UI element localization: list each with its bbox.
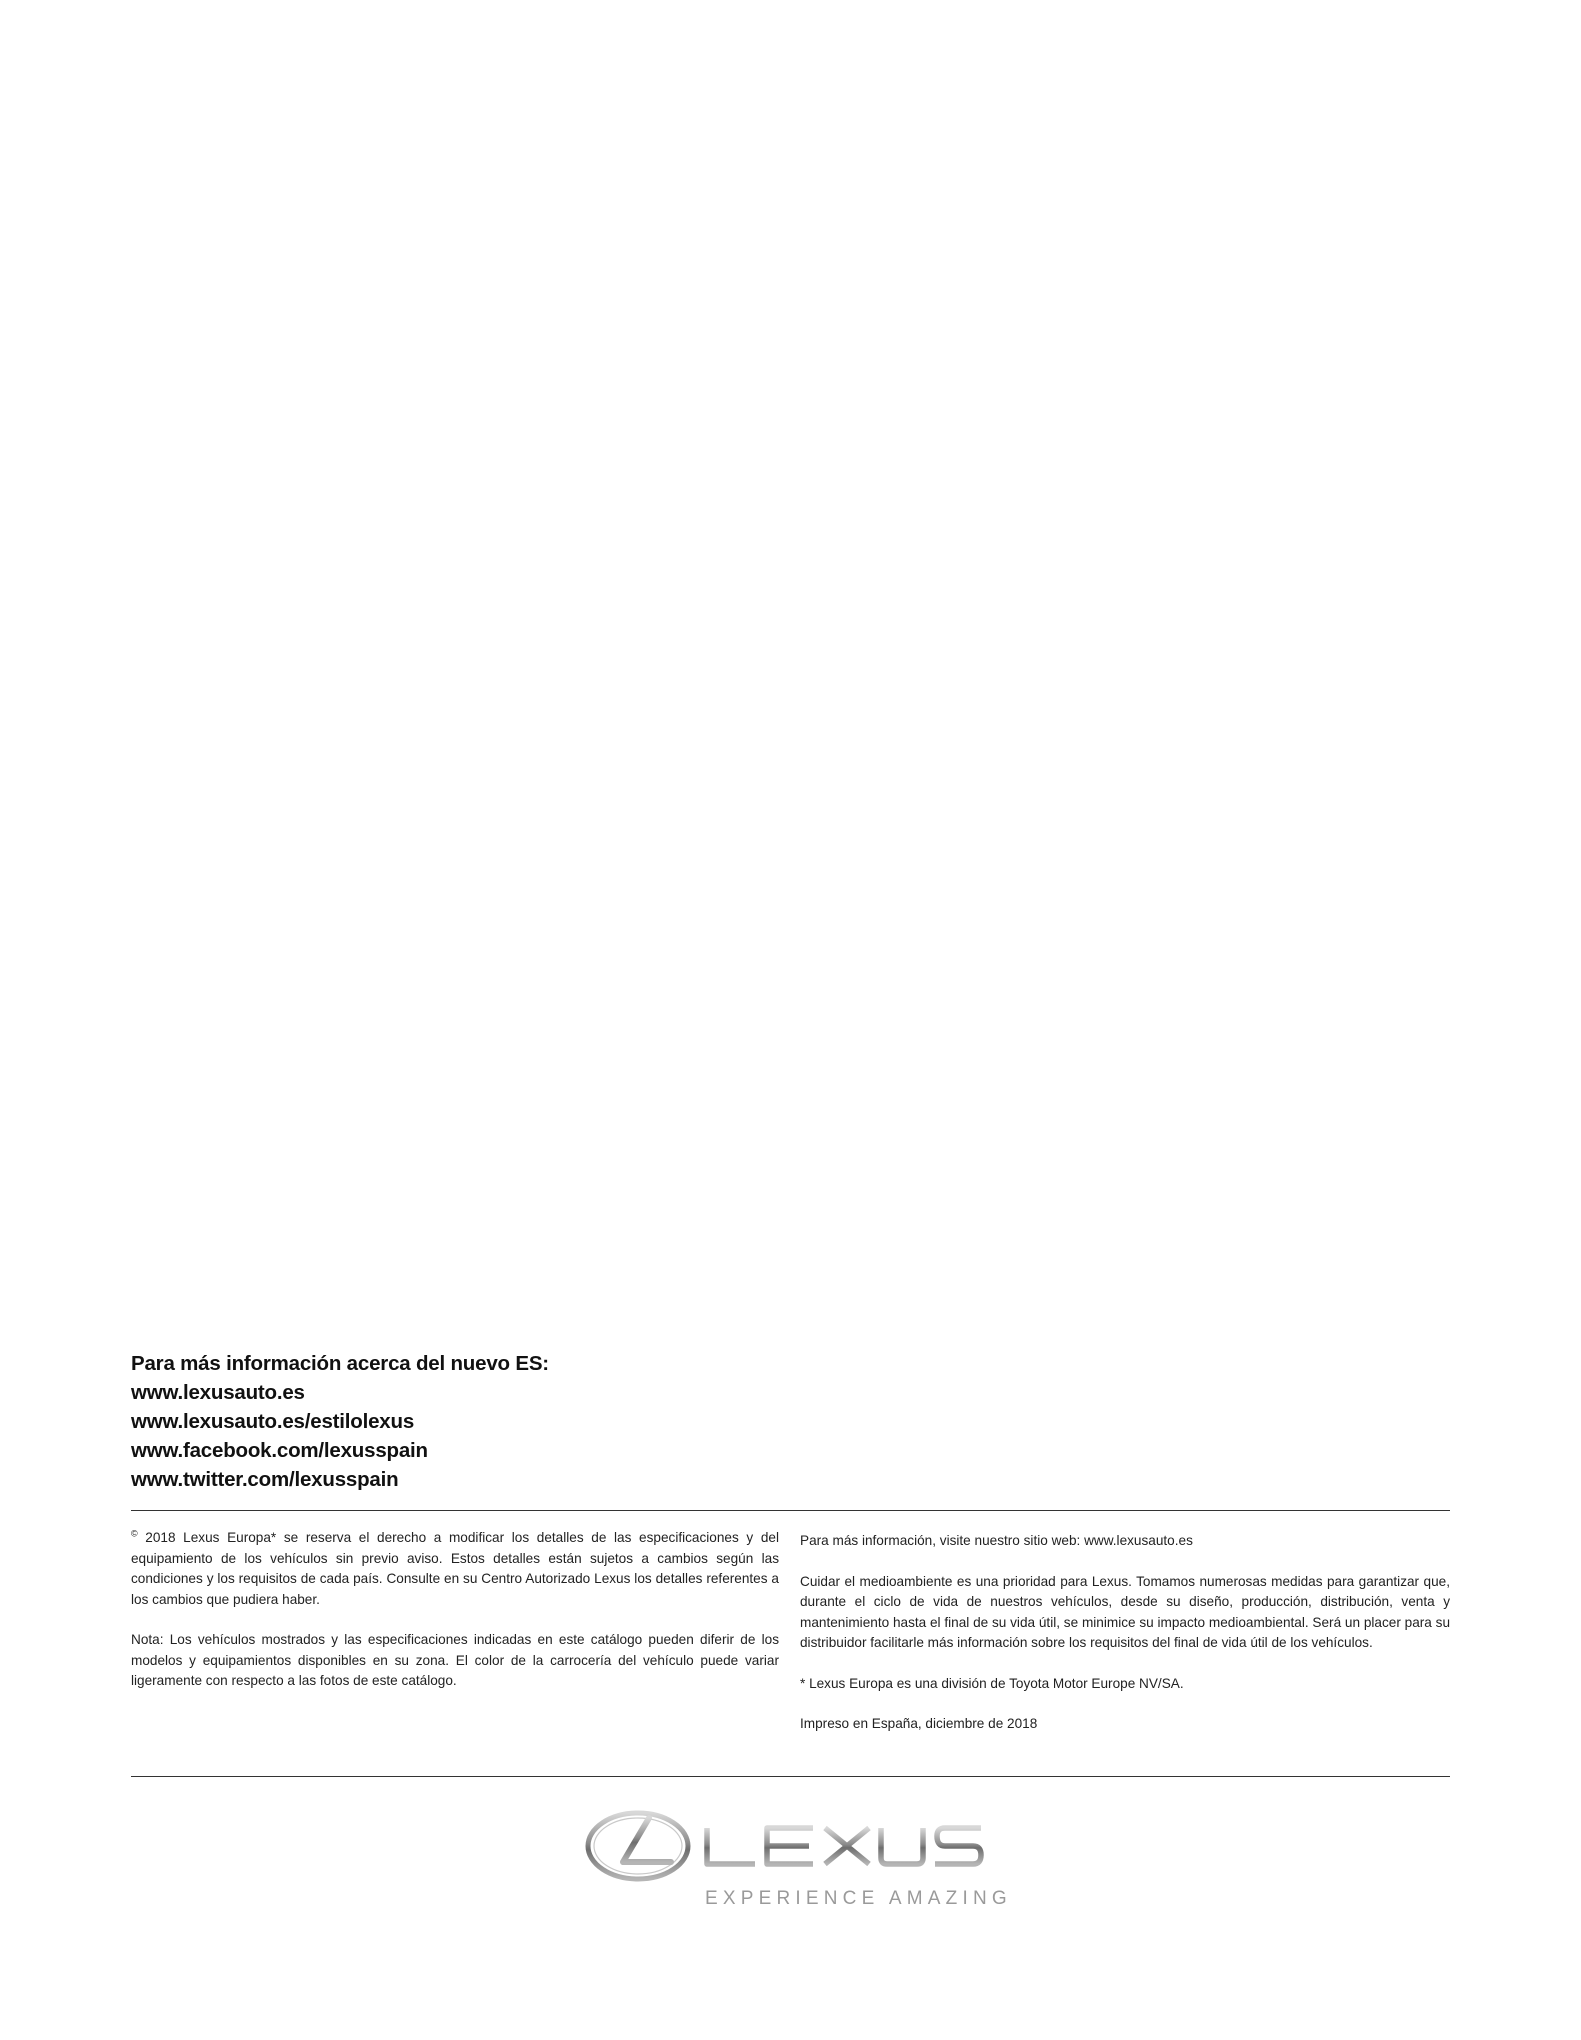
link-facebook[interactable]: www.facebook.com/lexusspain [131,1439,428,1462]
division-note: * Lexus Europa es una división de Toyota Motor Europe NV/SA. [800,1675,1184,1691]
website-paragraph: Para más información, visite nuestro sitio web: www.lexusauto.es [800,1533,1193,1548]
contact-info-block [131,1349,1031,1494]
link-twitter[interactable]: www.twitter.com/lexusspain [131,1468,399,1491]
legal-left-column [131,1528,779,1712]
environment-paragraph: Cuidar el medioambiente es una prioridad para Lexus. Tomamos numerosas medidas para garantizar que, durante el ciclo de vida de nuestros vehículos, desde su diseño, producción, distribución, venta y mantenimiento hasta el final de su vida útil, se minimice su impacto medioambiental. Será un placer para su distribuidor facilitarle más información sobre los requisitos del final de vida útil de los vehículos. [800,1573,1450,1650]
brand-tagline: EXPERIENCE AMAZING [705,1888,1012,1909]
lexus-emblem-icon [585,1806,1005,1886]
contact-heading: Para más información acerca del nuevo ES: [131,1352,549,1375]
legal-copyright-paragraph [131,1528,779,1610]
divider-bottom [131,1776,1450,1777]
copyright-symbol: © [131,1528,138,1539]
link-estilolexus[interactable]: www.lexusauto.es/estilolexus [131,1410,415,1433]
legal-right-column [800,1531,1450,1755]
divider-top [131,1510,1450,1511]
legal-note-paragraph: Nota: Los vehículos mostrados y las especificaciones indicadas en este catálogo pueden diferir de los modelos y equipamientos disponibles en su zona. El color de la carrocería del vehículo puede variar ligeramente con respecto a las fotos de este catálogo. [131,1632,779,1688]
print-info: Impreso en España, diciembre de 2018 [800,1716,1038,1731]
copyright-text: 2018 Lexus Europa* se reserva el derecho a modificar los detalles de las especificaciones y del equipamiento de los vehículos sin previo aviso. Estos detalles están sujetos a cambios según las condiciones y los requisitos de cada país. Consulte en su Centro Autorizado Lexus los detalles referentes a los cambios que pudiera haber. [131,1530,779,1607]
link-lexusauto[interactable]: www.lexusauto.es [131,1381,305,1404]
